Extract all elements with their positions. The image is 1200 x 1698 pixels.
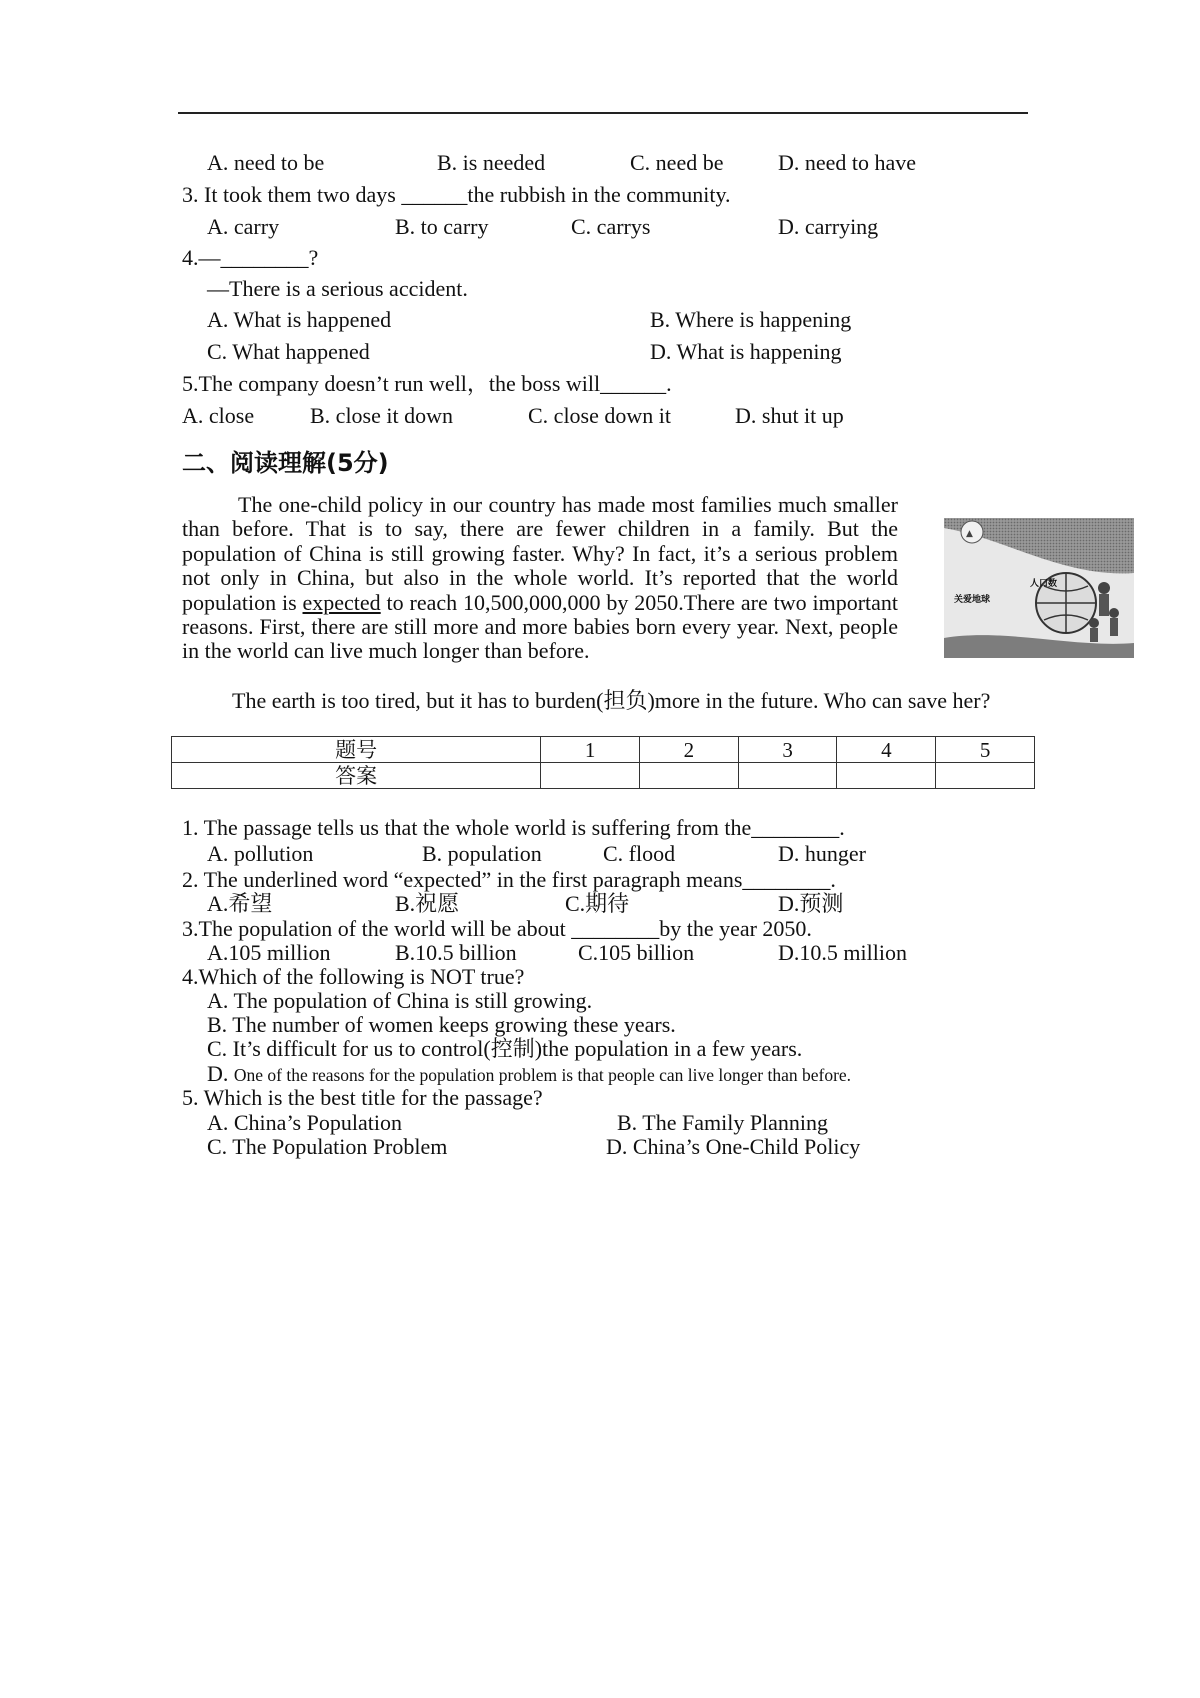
- mc-q2-option-d: D. need to have: [778, 150, 917, 175]
- mc-q2-option-a: A. need to be: [207, 150, 325, 175]
- answer-table-row-number: [172, 737, 1035, 763]
- reading-q2-option-a: A.希望: [207, 891, 273, 916]
- reading-passage: [182, 493, 898, 664]
- mc-q2-option-c: C. need be: [630, 150, 724, 175]
- mc-q4-stem: 4.—________?: [182, 245, 319, 270]
- mc-q5-option-c: C. close down it: [528, 403, 671, 428]
- passage-paragraph-1: [182, 493, 898, 664]
- reading-q1-stem: 1. The passage tells us that the whole world is suffering from the________.: [182, 815, 845, 840]
- mc-q3-option-b: B. to carry: [395, 214, 489, 239]
- answer-cell-4[interactable]: [837, 763, 936, 789]
- population-poster-image: [944, 518, 1134, 658]
- reading-q5-stem: 5. Which is the best title for the passage?: [182, 1085, 543, 1110]
- mc-q3-option-a: A. carry: [207, 214, 280, 239]
- reading-q4-stem: 4.Which of the following is NOT true?: [182, 964, 525, 989]
- option-d-text: One of the reasons for the population problem is that people can live longer than before.: [233, 1065, 852, 1085]
- table-header-number: 题号: [172, 737, 541, 763]
- reading-q4-option-c: C. It’s difficult for us to control(控制)the population in a few years.: [207, 1036, 803, 1061]
- poster-caption-2: 关爱地球: [954, 595, 991, 605]
- mc-q3-option-d: D. carrying: [778, 214, 879, 239]
- answer-cell-3[interactable]: [738, 763, 837, 789]
- poster-caption-1: 人口数: [1030, 579, 1058, 589]
- table-number-2: 2: [639, 737, 738, 763]
- mc-q4-option-b: B. Where is happening: [650, 307, 852, 332]
- reading-q4-option-a: A. The population of China is still growing.: [207, 988, 593, 1013]
- answer-cell-5[interactable]: [936, 763, 1035, 789]
- passage-text: to reach 10,500,000,000 by 2050.There are two important reasons. First, there are still more and more babies born every year. Next, people in the world can live much longer than before.: [182, 589, 899, 664]
- table-header-answer: 答案: [172, 763, 541, 789]
- reading-q4-option-b: B. The number of women keeps growing these years.: [207, 1012, 676, 1037]
- answer-table-row-answer: [172, 763, 1035, 789]
- mc-q3-stem: 3. It took them two days ______the rubbish in the community.: [182, 182, 731, 207]
- reading-q3-stem: 3.The population of the world will be about ________by the year 2050.: [182, 916, 812, 941]
- reading-q2-option-d: D.预测: [778, 891, 844, 916]
- table-number-3: 3: [738, 737, 837, 763]
- mc-q4-reply: —There is a serious accident.: [207, 276, 468, 301]
- reading-q1-option-b: B. population: [422, 841, 542, 866]
- mc-q5-option-a: A. close: [182, 403, 255, 428]
- reading-q1-option-c: C. flood: [603, 841, 676, 866]
- mc-q4-option-c: C. What happened: [207, 339, 370, 364]
- table-number-5: 5: [936, 737, 1035, 763]
- section-heading: 二、阅读理解(5分): [182, 449, 389, 477]
- reading-q5-option-b: B. The Family Planning: [617, 1110, 829, 1135]
- reading-q2-stem: 2. The underlined word “expected” in the first paragraph means________.: [182, 867, 836, 892]
- reading-q3-option-c: C.105 billion: [578, 940, 695, 965]
- reading-q3-option-d: D.10.5 million: [778, 940, 907, 965]
- reading-q2-option-c: C.期待: [565, 891, 630, 916]
- header-rule: [178, 112, 1028, 114]
- passage-paragraph-2: The earth is too tired, but it has to burden(担负)more in the future. Who can save her?: [232, 688, 991, 713]
- mc-q5-option-b: B. close it down: [310, 403, 453, 428]
- mc-q3-option-c: C. carrys: [571, 214, 651, 239]
- option-letter: D.: [207, 1061, 229, 1086]
- mc-q5-option-d: D. shut it up: [735, 403, 844, 428]
- svg-text:▲: ▲: [966, 529, 973, 539]
- reading-q3-option-a: A.105 million: [207, 940, 331, 965]
- mc-q4-option-a: A. What is happened: [207, 307, 392, 332]
- reading-q5-option-a: A. China’s Population: [207, 1110, 402, 1135]
- table-number-1: 1: [541, 737, 640, 763]
- reading-q1-option-d: D. hunger: [778, 841, 866, 866]
- reading-q2-option-b: B.祝愿: [395, 891, 460, 916]
- mc-q2-option-b: B. is needed: [437, 150, 546, 175]
- answer-cell-2[interactable]: [639, 763, 738, 789]
- table-number-4: 4: [837, 737, 936, 763]
- reading-q5-option-c: C. The Population Problem: [207, 1134, 448, 1159]
- reading-q5-option-d: D. China’s One-Child Policy: [606, 1134, 861, 1159]
- mc-q5-stem: 5.The company doesn’t run well，the boss will______.: [182, 371, 672, 396]
- underlined-word: expected: [302, 589, 381, 615]
- reading-q4-option-d: [207, 1062, 851, 1087]
- mc-q4-option-d: D. What is happening: [650, 339, 842, 364]
- passage-text: The one-child policy in our country has made most families much smaller than before. That is to say, there are fewer children in a family. But the population of China is still growing faster. Why? In fact, it’s a serious problem not only in China, but also in the whole world. It’s reported that the world population is: [182, 492, 898, 615]
- reading-q3-option-b: B.10.5 billion: [395, 940, 517, 965]
- answer-table: [171, 736, 1035, 789]
- answer-cell-1[interactable]: [541, 763, 640, 789]
- reading-q1-option-a: A. pollution: [207, 841, 314, 866]
